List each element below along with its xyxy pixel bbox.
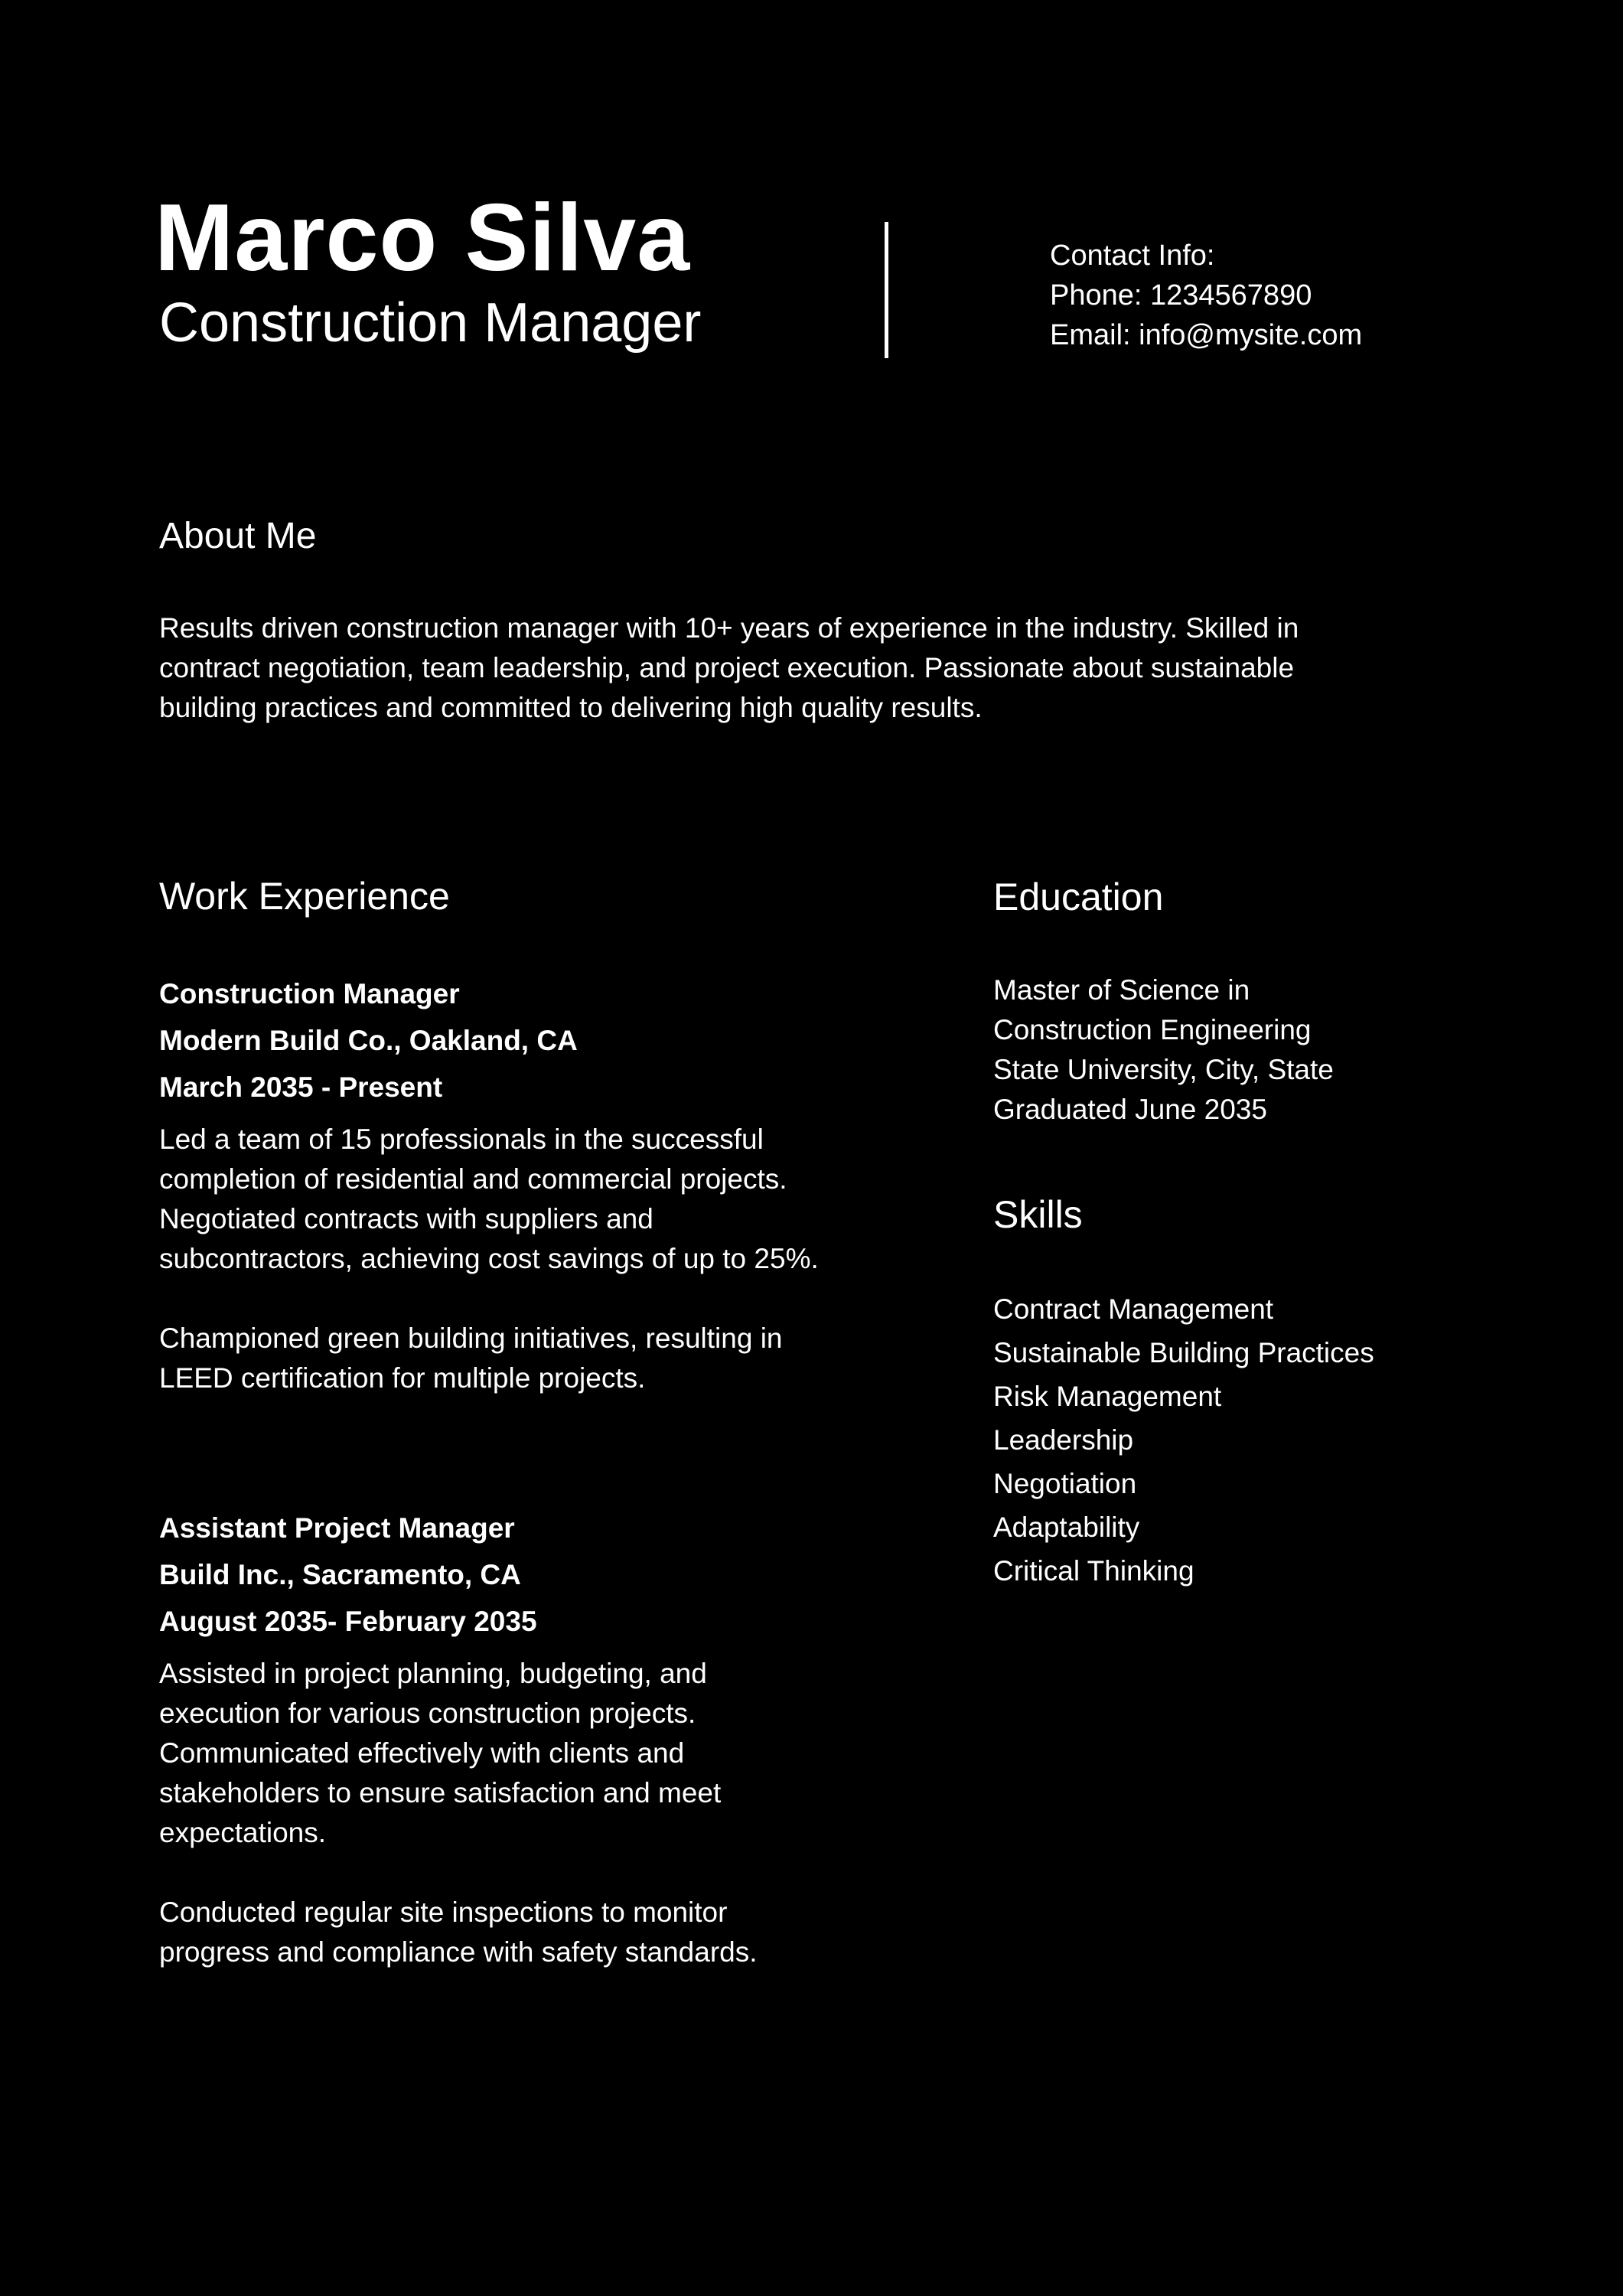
job-entry [159, 1505, 848, 1972]
education-line: Construction Engineering [993, 1014, 1312, 1045]
resume-title: Construction Manager [159, 292, 702, 354]
about-text: Results driven construction manager with 10+ years of experience in the industry. Skilled in contract negotiation, team leadership, and project execution. Passionate about sustainable building practices and committed to delivering high quality results. [159, 612, 1299, 723]
skill-item: Leadership [993, 1424, 1134, 1456]
job-company: Modern Build Co., Oakland, CA [159, 1025, 578, 1056]
job-dates: March 2035 - Present [159, 1071, 443, 1103]
skills-heading: Skills [993, 1193, 1083, 1236]
education-line: Master of Science in [993, 974, 1250, 1006]
job-paragraph: Championed green building initiatives, resulting in LEED certification for multiple projects. [159, 1322, 783, 1394]
resume-name: Marco Silva [155, 185, 691, 291]
job-dates: August 2035- February 2035 [159, 1606, 537, 1637]
education-line: Graduated June 2035 [993, 1094, 1267, 1125]
contact-label: Contact Info: [1050, 240, 1215, 272]
skill-item: Risk Management [993, 1381, 1222, 1412]
skills-list [993, 1287, 1374, 1593]
job-description [159, 1654, 833, 1972]
education-details [993, 970, 1334, 1130]
job-paragraph: Led a team of 15 professionals in the successful completion of residential and commercial projects. Negotiated contracts with suppliers and subcontractors, achieving cost savings of up to 25%. [159, 1124, 819, 1274]
header-divider [885, 222, 888, 358]
contact-phone: Phone: 1234567890 [1050, 279, 1312, 311]
work-experience-heading: Work Experience [159, 875, 450, 918]
education-line: State University, City, State [993, 1054, 1334, 1085]
job-paragraph: Assisted in project planning, budgeting, and execution for various construction projects. Communicated effectively with clients and stakeholders to ensure satisfaction and meet expectations. [159, 1658, 722, 1848]
job-role: Construction Manager [159, 978, 460, 1009]
job-description [159, 1120, 833, 1398]
job-company: Build Inc., Sacramento, CA [159, 1559, 521, 1590]
education-heading: Education [993, 876, 1164, 918]
skill-item: Negotiation [993, 1468, 1137, 1499]
contact-block [1050, 236, 1362, 355]
job-role: Assistant Project Manager [159, 1512, 515, 1544]
contact-email: Email: info@mysite.com [1050, 319, 1363, 351]
about-heading: About Me [159, 516, 317, 556]
job-paragraph: Conducted regular site inspections to monitor progress and compliance with safety standards. [159, 1896, 758, 1968]
job-meta [159, 970, 848, 1110]
job-meta [159, 1505, 848, 1645]
skill-item: Critical Thinking [993, 1555, 1194, 1587]
skill-item: Sustainable Building Practices [993, 1337, 1374, 1368]
job-entry [159, 970, 848, 1398]
skill-item: Adaptability [993, 1512, 1140, 1543]
skill-item: Contract Management [993, 1293, 1274, 1325]
